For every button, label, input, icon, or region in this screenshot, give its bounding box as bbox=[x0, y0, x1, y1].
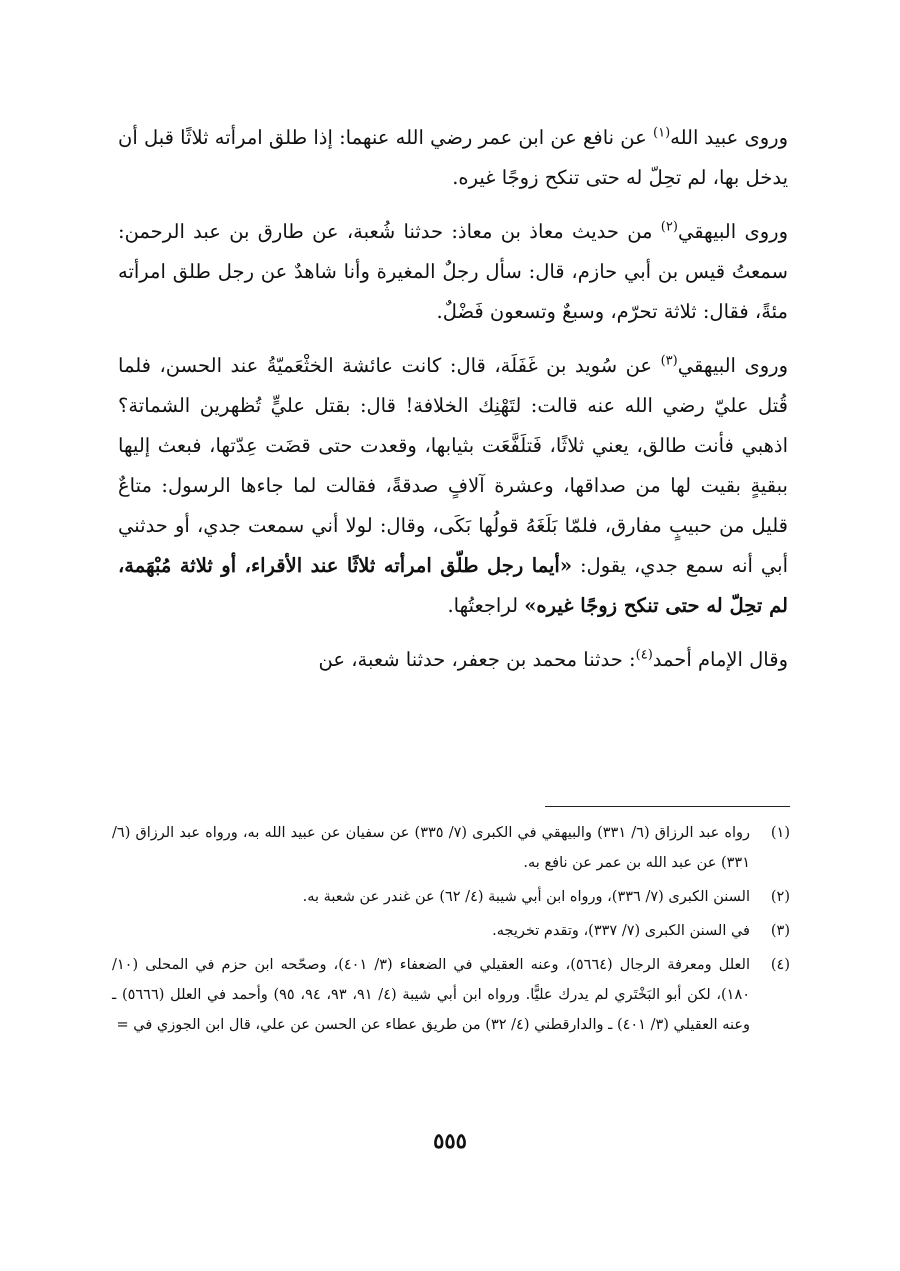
text-run: لراجعتُها. bbox=[447, 594, 525, 617]
footnote-ref-4[interactable]: (٤) bbox=[635, 647, 653, 663]
hadith-quote: «أيما رجل طلّق امرأته ثلاثًا عند الأقراء، أو ثلاثة مُبْهَمة، لم تحِلّ له حتى تنكح زوجًا غيره» bbox=[118, 554, 788, 617]
text-run: : حدثنا محمد بن جعفر، حدثنا شعبة، عن bbox=[318, 648, 636, 671]
footnote-4 bbox=[112, 950, 790, 1040]
main-text bbox=[118, 118, 788, 680]
text-run: عن سُويد بن غَفَلَة، قال: كانت عائشة الخثْعَميّةُ عند الحسن، فلما قُتل عليّ رضي الله عنه قالت: لتَهْنِك الخلافة! قال: بقتل عليٍّ تُظهرين الشماتة؟ اذهبي فأنت طالق، يعني ثلاثًا، فَتلَفَّعَت بثيابها، وقعدت حتى قضَت عِدّتها، فبعث إليها ببقيةٍ بقيت لها من صداقها، وعشرة آلافٍ صدقةً، فقالت لما جاءها الرسول: متاعٌ قليل من حبيبٍ مفارق، فلمّا بَلَغَهُ قولُها بَكَى، وقال: لولا أني سمعت جدي، أو حدثني أبي أنه سمع جدي، يقول: bbox=[118, 354, 788, 577]
paragraph-3 bbox=[118, 346, 788, 626]
footnote-number: (١) bbox=[770, 825, 790, 841]
footnote-number: (٤) bbox=[770, 957, 790, 973]
footnote-text: في السنن الكبرى (٧/ ٣٣٧)، وتقدم تخريجه. bbox=[492, 923, 750, 939]
footnote-ref-2[interactable]: (٢) bbox=[660, 219, 678, 235]
footnote-2 bbox=[112, 882, 790, 912]
text-run: وروى البيهقي bbox=[677, 220, 788, 243]
text-run: عن نافع عن ابن عمر رضي الله عنهما: إذا طلق امرأته ثلاثًا قبل أن يدخل بها، لم تحِلّ له حتى تنكح زوجًا غيره. bbox=[118, 126, 788, 189]
footnote-number: (٣) bbox=[770, 923, 790, 939]
page-number: ٥٥٥ bbox=[433, 1128, 467, 1153]
text-run: وقال الإمام أحمد bbox=[652, 648, 788, 671]
footnote-3 bbox=[112, 916, 790, 946]
footnote-1 bbox=[112, 818, 790, 878]
paragraph-2 bbox=[118, 212, 788, 332]
text-run: وروى البيهقي bbox=[677, 354, 788, 377]
footnote-text: رواه عبد الرزاق (٦/ ٣٣١) والبيهقي في الكبرى (٧/ ٣٣٥) عن سفيان عن عبيد الله به، ورواه عبد الرزاق (٦/ ٣٣١) عن عبد الله بن عمر عن نافع به. bbox=[112, 825, 751, 871]
paragraph-1 bbox=[118, 118, 788, 198]
footnote-text: السنن الكبرى (٧/ ٣٣٦)، ورواه ابن أبي شيبة (٤/ ٦٢) عن غندر عن شعبة به. bbox=[302, 889, 750, 905]
footnote-separator bbox=[545, 806, 790, 807]
paragraph-4 bbox=[118, 640, 788, 680]
text-run: من حديث معاذ بن معاذ: حدثنا شُعبة، عن طارق بن عبد الرحمن: سمعتُ قيس بن أبي حازم، قال: سأل رجلٌ المغيرة وأنا شاهدٌ عن رجل طلق امرأته مئةً، فقال: ثلاثة تحرّم، وسبعٌ وتسعون فَضْلٌ. bbox=[118, 220, 788, 323]
footnote-text: العلل ومعرفة الرجال (٥٦٦٤)، وعنه العقيلي في الضعفاء (٣/ ٤٠١)، وصحّحه ابن حزم في المحلى (١٠/ ١٨٠)، لكن أبو البَخْتَري لم يدرك عليًّا. ورواه ابن أبي شيبة (٤/ ٩١، ٩٣، ٩٤، ٩٥) وأحمد في العلل (٥٦٦٦) ـ وعنه العقيلي (٣/ ٤٠١) ـ والدارقطني (٤/ ٣٢) من طريق عطاء عن الحسن عن علي، قال ابن الجوزي في = bbox=[112, 957, 751, 1033]
footnotes bbox=[112, 818, 790, 1044]
footnote-number: (٢) bbox=[770, 889, 790, 905]
footnote-ref-1[interactable]: (١) bbox=[653, 125, 671, 141]
text-run: وروى عبيد الله bbox=[670, 126, 788, 149]
footnote-ref-3[interactable]: (٣) bbox=[660, 353, 678, 369]
